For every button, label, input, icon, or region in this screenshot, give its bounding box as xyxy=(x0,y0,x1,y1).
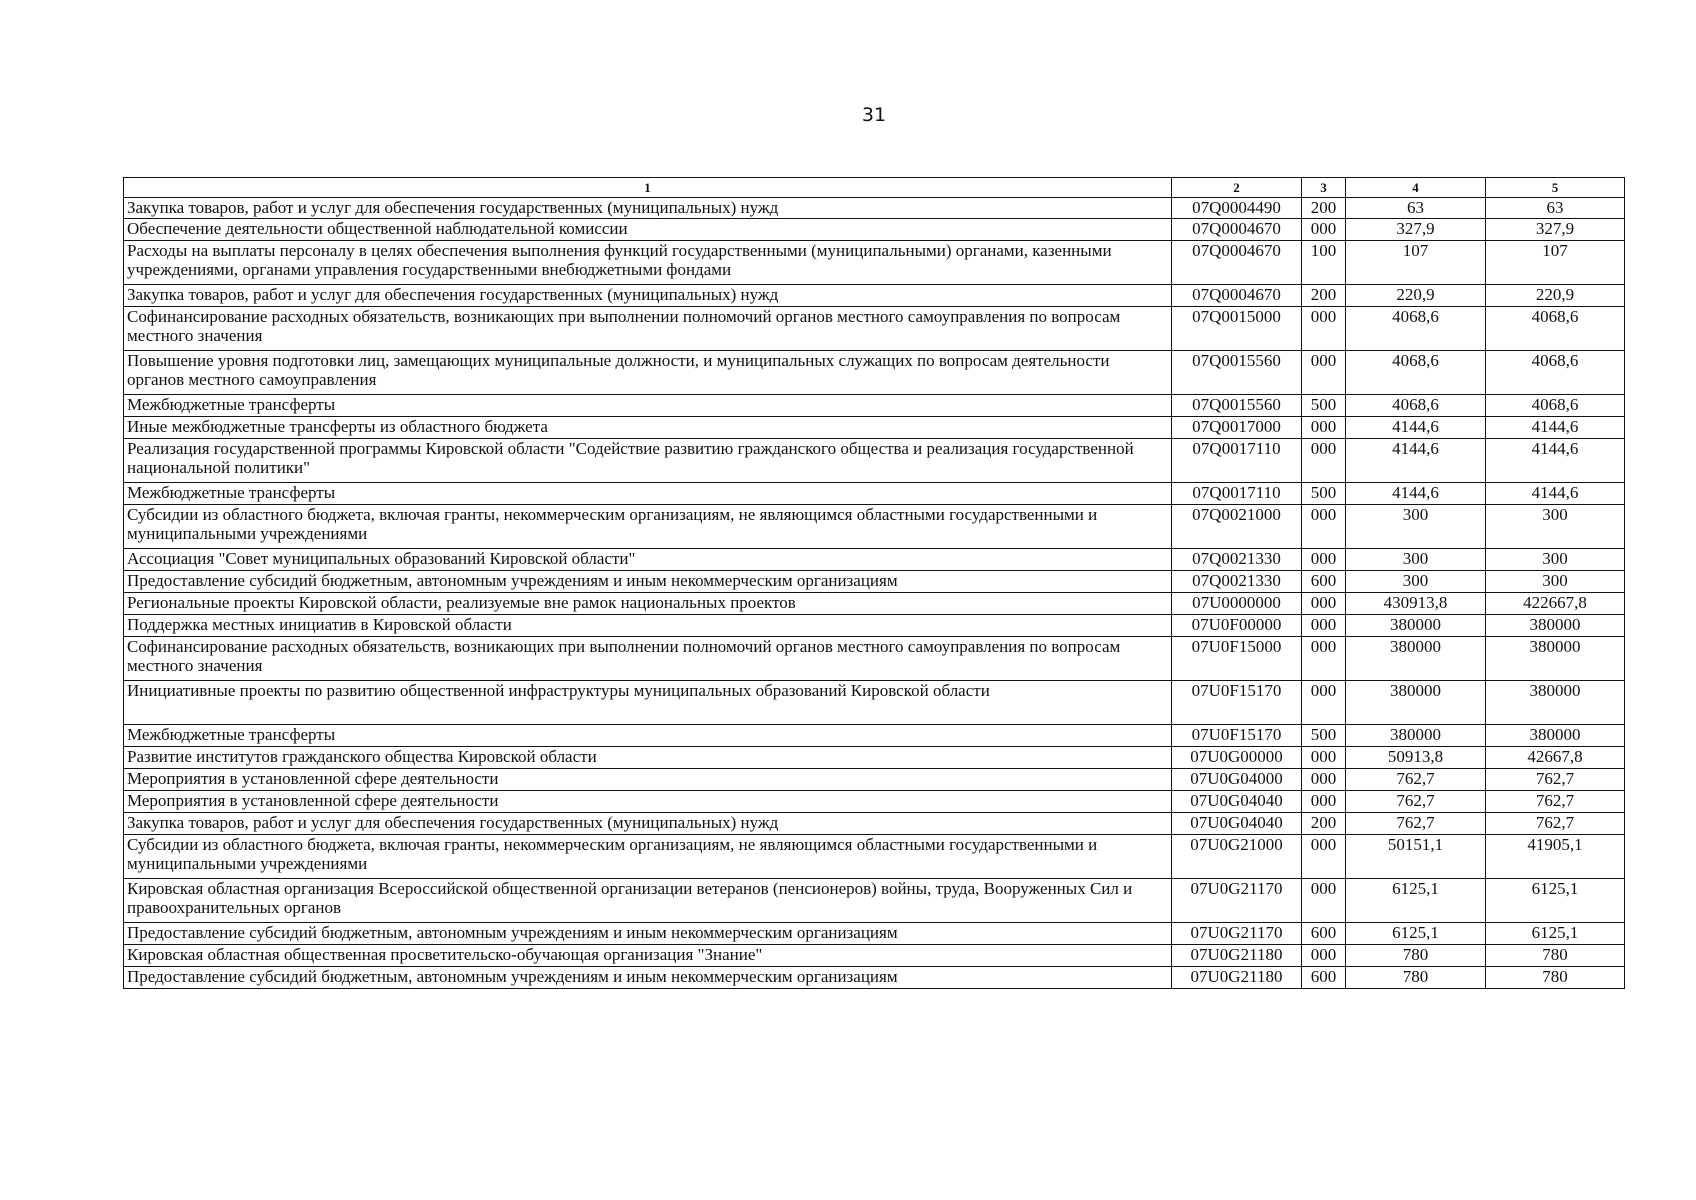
row-amount-col5: 220,9 xyxy=(1486,285,1625,307)
table-row xyxy=(124,637,1625,681)
table-row xyxy=(124,351,1625,395)
row-expense-type: 500 xyxy=(1302,725,1346,747)
row-amount-col5: 300 xyxy=(1486,505,1625,549)
row-amount-col5: 4144,6 xyxy=(1486,483,1625,505)
table-row xyxy=(124,307,1625,351)
table-row xyxy=(124,439,1625,483)
row-expense-type: 000 xyxy=(1302,879,1346,923)
row-amount-col4: 380000 xyxy=(1346,681,1486,725)
row-description: Кировская областная организация Всероссийской общественной организации ветеранов (пенсионеров) войны, труда, Вооруженных Сил и правоохранительных органов xyxy=(124,879,1172,923)
row-target-code: 07U0G21000 xyxy=(1172,835,1302,879)
row-expense-type: 000 xyxy=(1302,791,1346,813)
row-expense-type: 000 xyxy=(1302,351,1346,395)
row-expense-type: 600 xyxy=(1302,923,1346,945)
row-target-code: 07Q0017110 xyxy=(1172,483,1302,505)
row-amount-col5: 300 xyxy=(1486,549,1625,571)
row-description: Иные межбюджетные трансферты из областного бюджета xyxy=(124,417,1172,439)
row-expense-type: 000 xyxy=(1302,747,1346,769)
row-amount-col5: 4068,6 xyxy=(1486,307,1625,351)
row-target-code: 07Q0015560 xyxy=(1172,351,1302,395)
row-amount-col5: 107 xyxy=(1486,241,1625,285)
row-description: Предоставление субсидий бюджетным, автономным учреждениям и иным некоммерческим организациям xyxy=(124,923,1172,945)
row-description: Реализация государственной программы Кировской области "Содействие развитию гражданского общества и реализация государственной национальной политики" xyxy=(124,439,1172,483)
row-amount-col5: 42667,8 xyxy=(1486,747,1625,769)
table-row xyxy=(124,769,1625,791)
row-amount-col4: 780 xyxy=(1346,967,1486,989)
row-description: Региональные проекты Кировской области, реализуемые вне рамок национальных проектов xyxy=(124,593,1172,615)
row-amount-col4: 4068,6 xyxy=(1346,395,1486,417)
row-description: Обеспечение деятельности общественной наблюдательной комиссии xyxy=(124,219,1172,241)
table-row xyxy=(124,285,1625,307)
row-expense-type: 000 xyxy=(1302,549,1346,571)
row-amount-col4: 780 xyxy=(1346,945,1486,967)
row-amount-col5: 327,9 xyxy=(1486,219,1625,241)
row-amount-col4: 380000 xyxy=(1346,725,1486,747)
row-expense-type: 000 xyxy=(1302,439,1346,483)
row-expense-type: 000 xyxy=(1302,835,1346,879)
row-target-code: 07U0F15000 xyxy=(1172,637,1302,681)
row-amount-col5: 422667,8 xyxy=(1486,593,1625,615)
row-description: Межбюджетные трансферты xyxy=(124,395,1172,417)
row-target-code: 07U0F00000 xyxy=(1172,615,1302,637)
table-row xyxy=(124,615,1625,637)
table-row xyxy=(124,879,1625,923)
row-target-code: 07U0G04040 xyxy=(1172,813,1302,835)
row-amount-col4: 380000 xyxy=(1346,637,1486,681)
row-description: Инициативные проекты по развитию общественной инфраструктуры муниципальных образований Кировской области xyxy=(124,681,1172,725)
row-amount-col4: 6125,1 xyxy=(1346,923,1486,945)
row-amount-col4: 63 xyxy=(1346,198,1486,219)
column-number-1: 1 xyxy=(124,178,1172,198)
row-amount-col4: 762,7 xyxy=(1346,769,1486,791)
row-description: Софинансирование расходных обязательств, возникающих при выполнении полномочий органов местного самоуправления по вопросам местного значения xyxy=(124,637,1172,681)
row-description: Межбюджетные трансферты xyxy=(124,483,1172,505)
row-amount-col4: 6125,1 xyxy=(1346,879,1486,923)
row-amount-col4: 4144,6 xyxy=(1346,439,1486,483)
row-amount-col5: 780 xyxy=(1486,945,1625,967)
row-amount-col4: 4144,6 xyxy=(1346,483,1486,505)
row-expense-type: 000 xyxy=(1302,681,1346,725)
row-target-code: 07Q0004670 xyxy=(1172,285,1302,307)
row-amount-col4: 4068,6 xyxy=(1346,307,1486,351)
row-target-code: 07Q0021000 xyxy=(1172,505,1302,549)
table-row xyxy=(124,923,1625,945)
row-description: Мероприятия в установленной сфере деятельности xyxy=(124,791,1172,813)
table-row xyxy=(124,395,1625,417)
row-amount-col5: 300 xyxy=(1486,571,1625,593)
row-description: Мероприятия в установленной сфере деятельности xyxy=(124,769,1172,791)
row-amount-col5: 41905,1 xyxy=(1486,835,1625,879)
row-amount-col5: 4068,6 xyxy=(1486,395,1625,417)
row-target-code: 07Q0004670 xyxy=(1172,241,1302,285)
row-description: Кировская областная общественная просветительско-обучающая организация "Знание" xyxy=(124,945,1172,967)
row-amount-col4: 50151,1 xyxy=(1346,835,1486,879)
row-target-code: 07U0G21170 xyxy=(1172,923,1302,945)
column-number-4: 4 xyxy=(1346,178,1486,198)
row-amount-col5: 380000 xyxy=(1486,725,1625,747)
column-number-2: 2 xyxy=(1172,178,1302,198)
row-amount-col5: 63 xyxy=(1486,198,1625,219)
budget-table xyxy=(123,177,1625,989)
table-row xyxy=(124,681,1625,725)
row-description: Субсидии из областного бюджета, включая гранты, некоммерческим организациям, не являющимся областными государственными и муниципальными учреждениями xyxy=(124,505,1172,549)
table-row xyxy=(124,747,1625,769)
row-target-code: 07U0G21180 xyxy=(1172,945,1302,967)
row-expense-type: 200 xyxy=(1302,285,1346,307)
row-amount-col4: 300 xyxy=(1346,505,1486,549)
row-target-code: 07U0G21180 xyxy=(1172,967,1302,989)
header-row xyxy=(124,178,1625,198)
row-description: Софинансирование расходных обязательств, возникающих при выполнении полномочий органов местного самоуправления по вопросам местного значения xyxy=(124,307,1172,351)
row-target-code: 07Q0021330 xyxy=(1172,549,1302,571)
row-target-code: 07U0F15170 xyxy=(1172,681,1302,725)
column-number-3: 3 xyxy=(1302,178,1346,198)
table-row xyxy=(124,505,1625,549)
row-amount-col4: 4144,6 xyxy=(1346,417,1486,439)
row-amount-col5: 6125,1 xyxy=(1486,879,1625,923)
row-expense-type: 500 xyxy=(1302,483,1346,505)
table-row xyxy=(124,593,1625,615)
row-description: Развитие институтов гражданского общества Кировской области xyxy=(124,747,1172,769)
row-target-code: 07Q0004670 xyxy=(1172,219,1302,241)
row-amount-col4: 220,9 xyxy=(1346,285,1486,307)
row-expense-type: 100 xyxy=(1302,241,1346,285)
row-amount-col5: 4144,6 xyxy=(1486,439,1625,483)
column-number-5: 5 xyxy=(1486,178,1625,198)
table-row xyxy=(124,219,1625,241)
row-amount-col5: 762,7 xyxy=(1486,769,1625,791)
row-target-code: 07Q0021330 xyxy=(1172,571,1302,593)
row-target-code: 07Q0004490 xyxy=(1172,198,1302,219)
row-expense-type: 000 xyxy=(1302,219,1346,241)
row-target-code: 07U0F15170 xyxy=(1172,725,1302,747)
row-amount-col5: 6125,1 xyxy=(1486,923,1625,945)
row-description: Предоставление субсидий бюджетным, автономным учреждениям и иным некоммерческим организациям xyxy=(124,967,1172,989)
row-amount-col4: 300 xyxy=(1346,571,1486,593)
row-amount-col5: 380000 xyxy=(1486,681,1625,725)
row-target-code: 07Q0015000 xyxy=(1172,307,1302,351)
row-expense-type: 500 xyxy=(1302,395,1346,417)
row-description: Расходы на выплаты персоналу в целях обеспечения выполнения функций государственными (муниципальными) органами, казенными учреждениями, органами управления государственными внебюджетными фондами xyxy=(124,241,1172,285)
row-amount-col4: 762,7 xyxy=(1346,791,1486,813)
row-expense-type: 600 xyxy=(1302,571,1346,593)
row-expense-type: 000 xyxy=(1302,769,1346,791)
row-description: Предоставление субсидий бюджетным, автономным учреждениям и иным некоммерческим организациям xyxy=(124,571,1172,593)
row-amount-col4: 762,7 xyxy=(1346,813,1486,835)
row-amount-col4: 4068,6 xyxy=(1346,351,1486,395)
row-expense-type: 000 xyxy=(1302,307,1346,351)
row-amount-col5: 4068,6 xyxy=(1486,351,1625,395)
row-target-code: 07U0G21170 xyxy=(1172,879,1302,923)
table-row xyxy=(124,725,1625,747)
row-amount-col5: 762,7 xyxy=(1486,813,1625,835)
row-expense-type: 200 xyxy=(1302,813,1346,835)
row-target-code: 07Q0015560 xyxy=(1172,395,1302,417)
row-amount-col4: 430913,8 xyxy=(1346,593,1486,615)
row-amount-col5: 380000 xyxy=(1486,637,1625,681)
row-amount-col4: 50913,8 xyxy=(1346,747,1486,769)
row-description: Поддержка местных инициатив в Кировской области xyxy=(124,615,1172,637)
row-description: Закупка товаров, работ и услуг для обеспечения государственных (муниципальных) нужд xyxy=(124,285,1172,307)
row-target-code: 07U0000000 xyxy=(1172,593,1302,615)
row-description: Повышение уровня подготовки лиц, замещающих муниципальные должности, и муниципальных служащих по вопросам деятельности органов местного самоуправления xyxy=(124,351,1172,395)
row-description: Закупка товаров, работ и услуг для обеспечения государственных (муниципальных) нужд xyxy=(124,198,1172,219)
row-description: Ассоциация "Совет муниципальных образований Кировской области" xyxy=(124,549,1172,571)
row-amount-col4: 327,9 xyxy=(1346,219,1486,241)
table-row xyxy=(124,791,1625,813)
table-row xyxy=(124,549,1625,571)
row-amount-col5: 780 xyxy=(1486,967,1625,989)
row-target-code: 07U0G00000 xyxy=(1172,747,1302,769)
row-expense-type: 000 xyxy=(1302,417,1346,439)
row-amount-col5: 4144,6 xyxy=(1486,417,1625,439)
table-row xyxy=(124,198,1625,219)
table-row xyxy=(124,835,1625,879)
row-target-code: 07Q0017000 xyxy=(1172,417,1302,439)
table-row xyxy=(124,417,1625,439)
row-description: Закупка товаров, работ и услуг для обеспечения государственных (муниципальных) нужд xyxy=(124,813,1172,835)
row-amount-col4: 300 xyxy=(1346,549,1486,571)
row-amount-col5: 762,7 xyxy=(1486,791,1625,813)
row-target-code: 07U0G04040 xyxy=(1172,791,1302,813)
row-amount-col5: 380000 xyxy=(1486,615,1625,637)
table-row xyxy=(124,241,1625,285)
row-target-code: 07U0G04000 xyxy=(1172,769,1302,791)
row-amount-col4: 107 xyxy=(1346,241,1486,285)
row-expense-type: 000 xyxy=(1302,505,1346,549)
table-row xyxy=(124,571,1625,593)
table-row xyxy=(124,945,1625,967)
page-number: 31 xyxy=(861,104,887,126)
row-expense-type: 000 xyxy=(1302,615,1346,637)
row-amount-col4: 380000 xyxy=(1346,615,1486,637)
row-expense-type: 200 xyxy=(1302,198,1346,219)
row-expense-type: 000 xyxy=(1302,637,1346,681)
table-row xyxy=(124,813,1625,835)
row-description: Межбюджетные трансферты xyxy=(124,725,1172,747)
row-target-code: 07Q0017110 xyxy=(1172,439,1302,483)
row-description: Субсидии из областного бюджета, включая гранты, некоммерческим организациям, не являющимся областными государственными и муниципальными учреждениями xyxy=(124,835,1172,879)
row-expense-type: 600 xyxy=(1302,967,1346,989)
row-expense-type: 000 xyxy=(1302,593,1346,615)
row-expense-type: 000 xyxy=(1302,945,1346,967)
table-row xyxy=(124,967,1625,989)
table-row xyxy=(124,483,1625,505)
